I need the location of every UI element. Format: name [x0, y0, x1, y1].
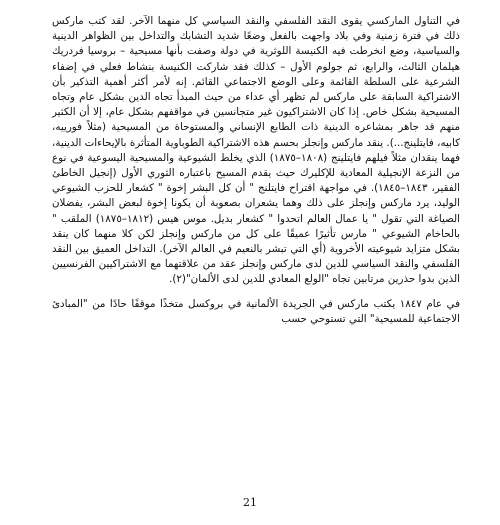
body-paragraph-1: في التناول الماركسي يقوى النقد الفلسفي والنقد السياسي كل منهما الآخر. لقد كتب ماركس ذلك في فترة زمنية وفي بلاد واجهت بالفعل وضعًا شديد التشابك والتداخل بين الظواهر الدينية والسياسية، وضع انخرطت فيه الكنيسة اللوثرية في دولة وصفت بأنها مسيحية – بروسيا فردريك هيلمان الثالث، والرابع، ثم جولوم الأول – كذلك فقد شاركت الكنيسة بنشاط فعلي في إضفاء الشرعية على السلطة القائمة وعلى الوضع الاجتماعي القائم. إنه لأمر أكثر أهمية التذكير بأن الاشتراكية السابقة على ماركس لم تظهر أي عداء من حيث المبدأ تجاه الدين بشكل عام وتجاه المسيحية بشكل خاص. إذا كان الاشتراكيون غير متجانسين في مواقفهم بشكل عام، إلا أن الكثير منهم قد جاهر بمشاعره الدينية ذات الطابع الإنساني والمستوحاة من المسيحية (مثلاً فورييه، كابيه، فايتلينج...). ينقد ماركس وإنجلز بحسم هذه الاشتراكية الطوباوية المتأثرة بالإيحاءات الدينية، فهما ينقدان مثلاً فيلهم فايتلينج (١٨٠٨–١٨٧٥) الذي يخلط الشيوعية والمسيحية اليسوعية في نوع من النزعة الإنجيلية المعادية للإكليرك حيث يقدم المسيح باعتباره الثوري الأول (إنجيل الخاطئ الفقير، ١٨٤٣–١٨٤٥). في مواجهة اقتراح فايتلنج " أن كل البشر إخوة " كشعار للحزب الشيوعي الوليد، يرد ماركس وإنجلز على ذلك وهما يشعران بصعوبة أن يكونا إخوة لبعض البشر، يفضلان الصياغة التي تقول " يا عمال العالم اتحدوا " كشعار بديل. موس هيس (١٨١٢–١٨٧٥) الملقب " بالحاخام الشيوعي " مارس تأثيرًا عميقًا على كل من ماركس وإنجلز لكن كلا منهما كان ينقد بشكل متزايد شيوعيته الأخروية (أي التي تبشر بالنعيم في العالم الآخر). التداخل العميق بين النقد الفلسفي والنقد السياسي للدين لدى ماركس وإنجلز عقد من علاقتهما مع الاشتراكيين الفرنسيين الذين بدوا حذرين مرتابين تجاه "الولع المعادي للدين لدى الألمان"(٢). — [52, 15, 461, 286]
body-paragraph-2: في عام ١٨٤٧ يكتب ماركس في الجريدة الألمانية في بروكسل متخذًا موقفًا حادًا من "المبادئ الاجتماعية للمسيحية" التي تستوحي حسب — [52, 297, 460, 325]
page-number: 21 — [243, 496, 257, 509]
document-page — [52, 14, 460, 327]
